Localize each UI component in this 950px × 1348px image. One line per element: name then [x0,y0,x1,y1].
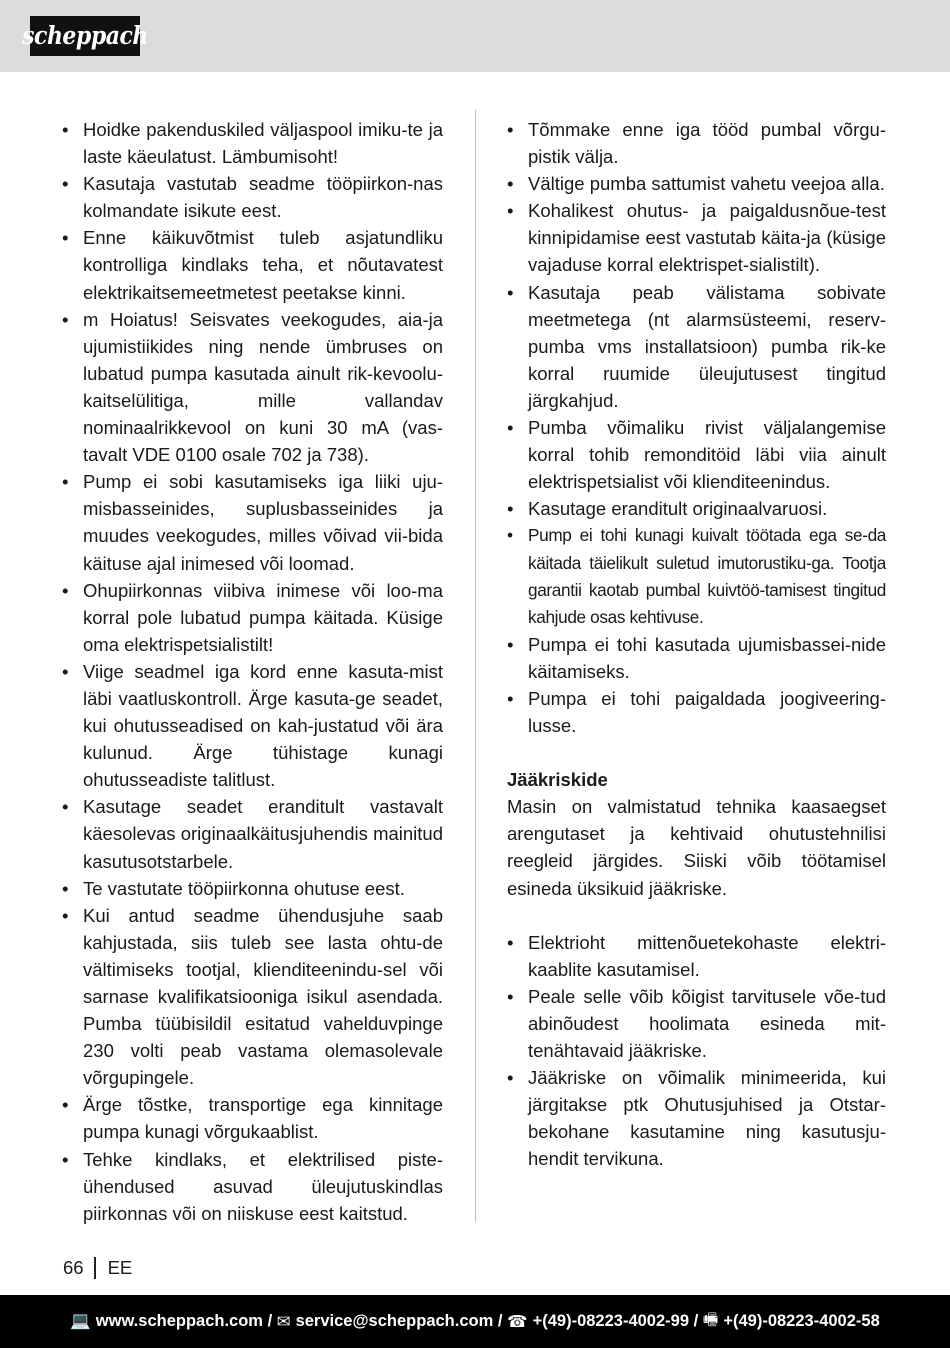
page-header [0,0,950,72]
list-item: • Tõmmake enne iga tööd pumbal võrgu-pistik välja. [507,116,886,170]
page-separator [94,1257,96,1279]
page-number-block [63,1257,132,1279]
scheppach-logo [22,16,148,56]
bullet-icon: • [507,173,514,195]
list-item: • Pump ei tohi kunagi kuivalt töötada ega se-da käitada täielikult suletud imutorustiku-ga. Tootja garantii kaotab pumbal kuivtöö-tamisest tingitud kahjude osas kehtivuse. [507,522,886,630]
list-item: • Ärge tõstke, transportige ega kinnitage pumpa kunagi võrgukaablist. [62,1091,443,1145]
envelope-icon: ✉ [276,1312,291,1331]
list-item: • Ohupiirkonnas viibiva inimese või loo-ma korral pole lubatud pumpa käitada. Küsige oma elektrispetsialistilt! [62,577,443,658]
bullet-icon: • [62,1094,69,1116]
spacer [507,902,886,929]
bullet-icon: • [507,931,514,953]
list-item: • Jääkriske on võimalik minimeerida, kui järgitakse ptk Ohutusjuhised ja Otstar-bekohane kasutamine ning kasutusju-hendit tervikuna. [507,1064,886,1172]
phone-icon: ☎ [507,1312,528,1331]
bullet-icon: • [62,173,69,195]
bullet-icon: • [507,498,514,520]
list-item: • Tehke kindlaks, et elektrilised piste-ühendused asuvad üleujutuskindlas piirkonnas või on niiskuse eest kaitstud. [62,1146,443,1227]
bullet-icon: • [62,119,69,140]
language-code: EE [107,1257,133,1278]
list-item: • Hoidke pakenduskiled väljaspool imiku-te ja laste käeulatust. Lämbumisoht! [62,116,443,170]
bullet-icon: • [62,471,69,493]
list-item: • m Hoiatus! Seisvates veekogudes, aia-ja ujumistiikides ning nende ümbruses on lubatud pumpa kasutada ainult rik-kevoolu-kaitselülitiga, mille vallandav nominaalrikkevool on kuni 30 mA (vas-tavalt VDE 0100 osale 702 ja 738). [62,306,443,469]
list-item: • Kohalikest ohutus- ja paigaldusnõue-test kinnipidamise eest vastutab käita-ja (küsige vajaduse korral elektrispet-sialistilt). [507,197,886,278]
bullet-icon: • [507,985,514,1007]
bullet-icon: • [62,227,69,249]
contact-footer [0,1295,950,1348]
bullet-icon: • [62,877,69,899]
bullet-icon: • [507,200,514,222]
computer-icon: 💻 [70,1312,91,1330]
list-item: • Pumpa ei tohi paigaldada joogiveering-lusse. [507,685,886,739]
residual-risks-list [507,929,886,1173]
residual-risks-heading: Jääkriskide [507,769,608,791]
footer-fax: +(49)-08223-4002-58 [723,1312,880,1330]
bullet-icon: • [62,796,69,818]
list-item: • Pumba võimaliku rivist väljalangemise korral tohib remonditöid läbi viia ainult elektrispetsialist või klienditeenindus. [507,414,886,495]
right-column [507,116,886,1172]
fax-icon: 🖷 [702,1310,719,1329]
list-item: • Vältige pumba sattumist vahetu veejoa alla. [507,170,886,197]
bullet-icon: • [507,281,514,303]
list-item: • Viige seadmel iga kord enne kasuta-mist läbi vaatluskontroll. Ärge kasuta-ge seadet, kui ohutusseadised on kah-justatud või ära kulunud. Ärge tühistage kunagi ohutusseadiste talitlust. [62,658,443,793]
column-divider [475,110,476,1222]
bullet-icon: • [507,525,513,546]
left-column [62,116,443,1227]
list-item: • Kui antud seadme ühendusjuhe saab kahjustada, siis tuleb see lasta ohtu-de vältimiseks tootjal, klienditeenindu-sel või sarnase kvalifikatsiooniga isikul asendada. Pumba tüübisildil esitatud vahelduvpinge 230 volti peab vastama olemasolevale võrgupingele. [62,902,443,1092]
bullet-icon: • [62,579,69,601]
list-item: • Peale selle võib kõigist tarvitusele võe-tud abinõudest hoolimata esineda mit-tenähtavaid jääkriske. [507,983,886,1064]
page-number: 66 [63,1257,84,1278]
bullet-icon: • [62,660,69,682]
bullet-icon: • [507,417,514,439]
list-item: • Pump ei sobi kasutamiseks iga liiki uju-misbasseinides, suplusbasseinides ja muudes veekogudes, milles võivad vii-bida käituse ajal inimesed või loomad. [62,468,443,576]
list-item: • Te vastutate tööpiirkonna ohutuse eest. [62,875,443,902]
bullet-icon: • [507,633,514,655]
list-item: • Kasutage seadet eranditult vastavalt käesolevas originaalkäitusjuhendis mainitud kasutusotstarbele. [62,793,443,874]
bullet-icon: • [62,1148,69,1170]
bullet-icon: • [507,1067,514,1089]
list-item: • Elektrioht mittenõuetekohaste elektri-kaablite kasutamisel. [507,929,886,983]
list-item: • Kasutage eranditult originaalvaruosi. [507,495,886,522]
footer-website: www.scheppach.com / [95,1312,273,1330]
residual-risks-text: Masin on valmistatud tehnika kaasaegset arengutaset ja kehtivaid ohutustehnilisi reegleid järgides. Siiski võib töötamisel esineda üksikuid jääkriske. [507,796,886,899]
list-item: • Kasutaja vastutab seadme tööpiirkon-nas kolmandate isikute eest. [62,170,443,224]
list-item: • Enne käikuvõtmist tuleb asjatundliku kontrolliga kindlaks teha, et nõutavatest elektrikaitsemeetmetest peetakse kinni. [62,224,443,305]
footer-phone: +(49)-08223-4002-99 / [532,1312,699,1330]
safety-list-right [507,116,886,739]
bullet-icon: • [62,904,69,926]
list-item: • Kasutaja peab välistama sobivate meetmetega (nt alarmsüsteemi, reserv-pumba vms installatsioon) pumba rik-ke korral ruumide üleujutusest tingitud järgkahjud. [507,279,886,414]
bullet-icon: • [62,308,69,330]
bullet-icon: • [507,119,514,140]
logo-text: scheppach [22,21,148,51]
bullet-icon: • [507,687,514,709]
list-item: • Pumpa ei tohi kasutada ujumisbassei-nide käitamiseks. [507,631,886,685]
safety-list-left [62,116,443,1227]
footer-email: service@scheppach.com / [295,1312,503,1330]
